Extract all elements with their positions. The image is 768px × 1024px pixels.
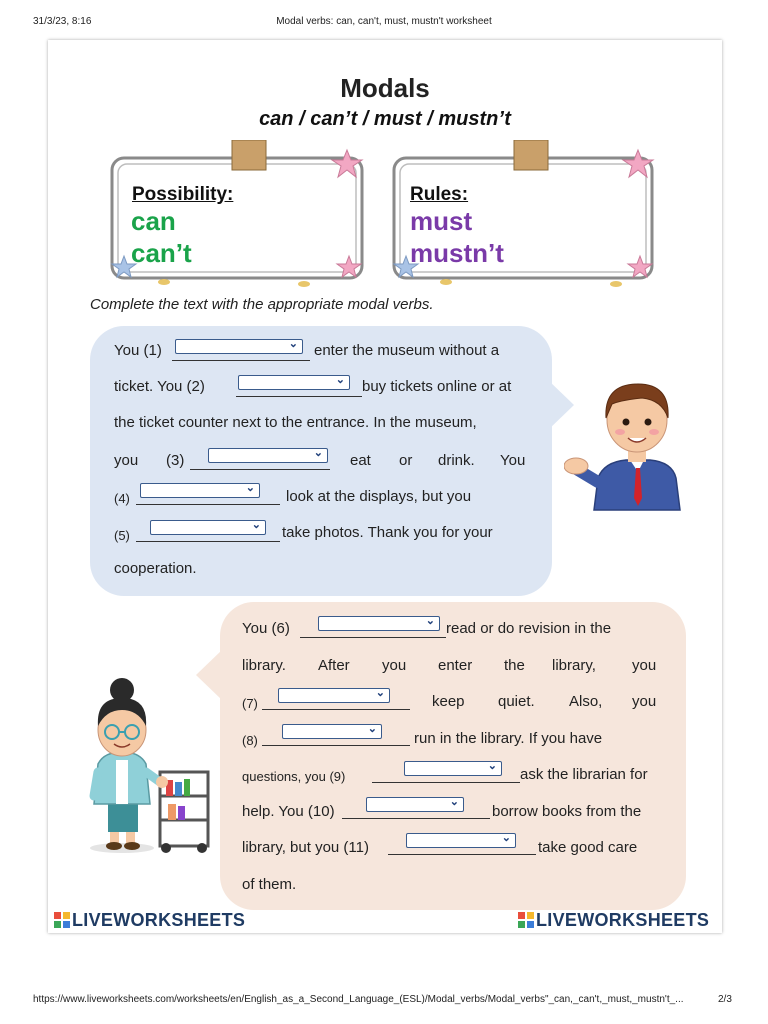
passage1-line5: (4) [114,490,130,506]
passage2-line4: (8) [242,732,258,748]
passage2-line2-c: you [382,657,407,675]
answer-blank-8 [262,724,410,746]
passage2-line5-end: ask the librarian for [520,766,648,784]
library-speech-bubble [220,602,686,910]
worksheet-page [48,40,722,933]
answer-dropdown-10[interactable] [366,797,464,812]
passage2-line8: of them. [242,876,297,894]
tape-icon [514,140,548,170]
passage1-line6: (5) [114,527,130,543]
chevron-down-icon: ⌄ [335,374,345,386]
passage1-line6-end: take photos. Thank you for your [282,524,493,542]
chevron-down-icon: ⌄ [245,482,255,494]
passage2-line7: library, but you (11) [242,839,369,857]
chevron-down-icon: ⌄ [501,832,511,844]
answer-dropdown-8[interactable] [282,724,382,739]
bead-icon [610,281,622,287]
possibility-word-cant: can’t [131,238,192,268]
passage1-line5-end: look at the displays, but you [286,488,472,506]
liveworksheets-logo-right: LIVEWORKSHEETS [518,910,709,931]
rules-label: Rules: [410,184,469,205]
passage1-line4-or: or [399,452,413,470]
rules-word-mustnt: mustn’t [410,238,504,268]
chevron-down-icon: ⌄ [449,796,459,808]
chevron-down-icon: ⌄ [313,447,323,459]
answer-dropdown-9[interactable] [404,761,502,776]
answer-dropdown-6[interactable] [318,616,440,631]
answer-blank-7 [262,688,410,710]
possibility-label: Possibility: [132,184,234,205]
answer-blank-5 [136,520,280,542]
passage2-line3-c: quiet. [498,693,535,711]
passage2-line3: (7) [242,695,258,711]
answer-dropdown-2[interactable] [238,375,350,390]
worksheet-title: Modals [340,73,430,103]
answer-dropdown-3[interactable] [208,448,328,463]
chevron-down-icon: ⌄ [288,338,298,350]
passage1-line3: the ticket counter next to the entrance. In the museum, [114,414,477,432]
passage1-line1: You (1) [114,342,162,360]
passage2-line2-g: you [632,657,657,675]
bead-icon [158,279,170,285]
chevron-down-icon: ⌄ [425,615,435,627]
print-page-number: 2/3 [718,994,732,1005]
bead-icon [298,281,310,287]
passage2-line4-end: run in the library. If you have [414,730,603,748]
answer-dropdown-7[interactable] [278,688,390,703]
passage2-line3-e: you [632,693,657,711]
chevron-down-icon: ⌄ [367,723,377,735]
worksheet-subtitle: can / can’t / must / mustn’t [259,108,511,130]
answer-blank-4 [136,483,280,505]
passage1-line4-drink: drink. [438,452,475,470]
librarian-illustration [74,676,214,856]
answer-dropdown-4[interactable] [140,483,260,498]
instruction-text: Complete the text with the appropriate modal verbs. [90,296,434,313]
chevron-down-icon: ⌄ [375,687,385,699]
passage2-line3-b: keep [432,693,465,711]
answer-dropdown-11[interactable] [406,833,516,848]
passage1-line1-end: enter the museum without a [314,342,500,360]
tape-icon [232,140,266,170]
answer-dropdown-1[interactable] [175,339,303,354]
passage2-line2-b: After [318,657,350,675]
bead-icon [440,279,452,285]
passage1-line2-end: buy tickets online or at [362,378,512,396]
passage2-line7-end: take good care [538,839,638,857]
answer-blank-9 [372,761,520,783]
passage1-line4-you: you [114,452,139,470]
rules-word-must: must [410,206,473,236]
passage2-line2-d: enter [438,657,473,675]
passage1-line4-you2: You [500,452,526,470]
passage1-line4-num: (3) [166,452,185,470]
passage1-line7: cooperation. [114,560,197,578]
answer-blank-3 [190,448,330,470]
possibility-word-can: can [131,206,176,236]
passage2-line1-end: read or do revision in the [446,620,612,638]
answer-blank-11 [388,833,536,855]
boy-illustration [564,374,690,514]
passage2-line6: help. You (10) [242,803,335,821]
passage2-line1: You (6) [242,620,290,638]
passage1-line2: ticket. You (2) [114,378,205,396]
answer-blank-1 [172,339,310,361]
answer-blank-6 [300,616,446,638]
answer-dropdown-5[interactable] [150,520,266,535]
answer-blank-2 [236,375,362,397]
passage2-line2-f: library, [552,657,596,675]
passage2-line2-a: library. [242,657,286,675]
liveworksheets-logo-left: LIVEWORKSHEETS [54,910,245,931]
chevron-down-icon: ⌄ [251,519,261,531]
passage1-line4-eat: eat [350,452,371,470]
answer-blank-10 [342,797,490,819]
liveworksheets-logo-icon [54,912,70,928]
passage2-line3-d: Also, [569,693,603,711]
passage2-line6-end: borrow books from the [492,803,642,821]
print-url: https://www.liveworksheets.com/worksheets/en/English_as_a_Second_Language_(ESL)/Modal_verbs/Modal_verbs"_can,_can't,_must,_mustn't_... [33,994,684,1005]
passage2-line2-e: the [504,657,525,675]
print-date: 31/3/23, 8:16 [33,16,92,27]
liveworksheets-logo-icon [518,912,534,928]
passage2-line5: questions, you (9) [242,768,346,784]
chevron-down-icon: ⌄ [487,760,497,772]
print-doc-title: Modal verbs: can, can't, must, mustn't worksheet [276,16,492,27]
